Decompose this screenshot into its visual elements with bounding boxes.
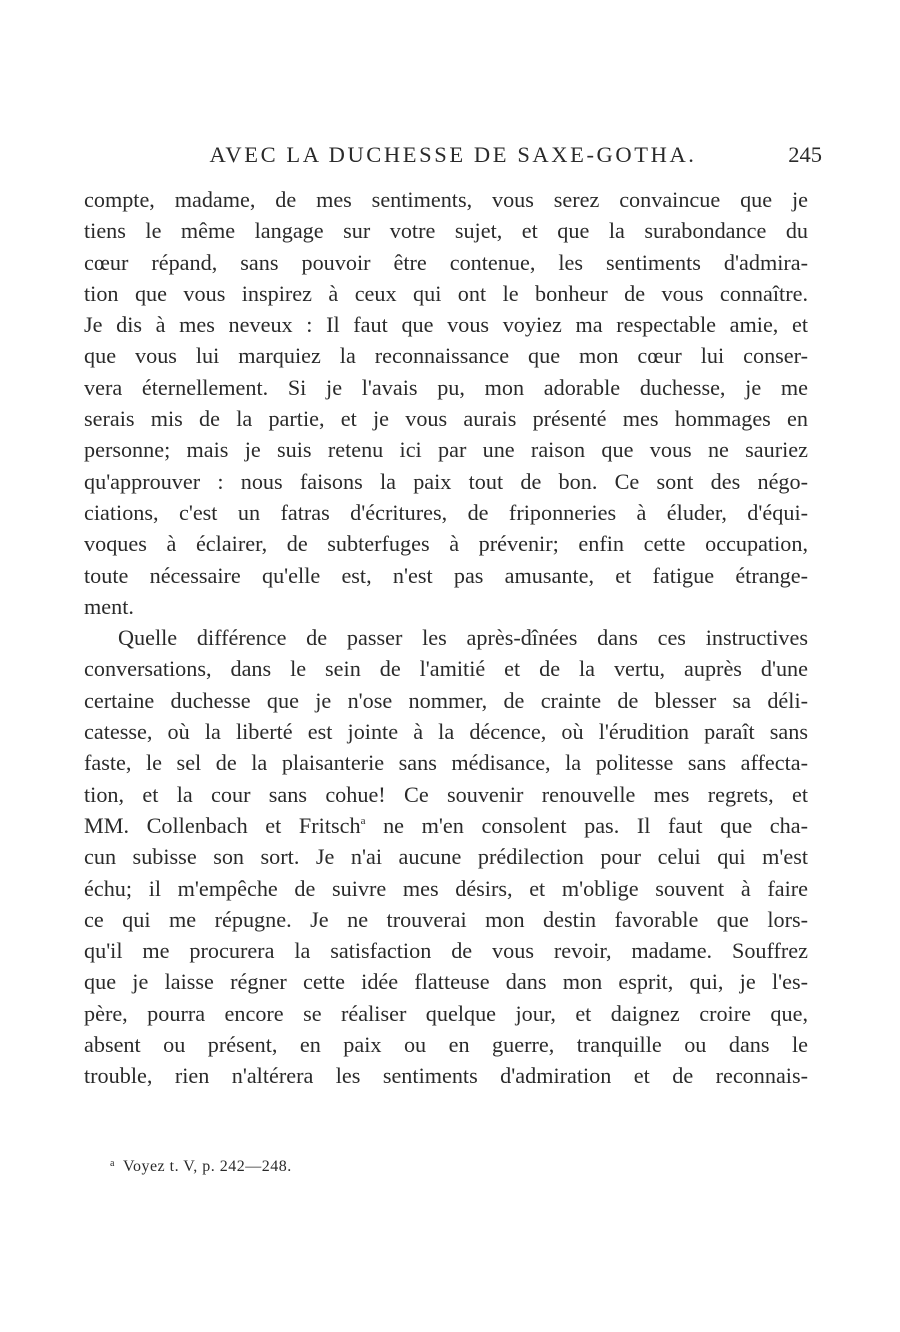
footnote-text: Voyez t. V, p. 242—248.	[122, 1158, 292, 1175]
running-head	[84, 138, 822, 172]
paragraph-1	[84, 184, 808, 622]
text-line: catesse, où la liberté est jointe à la décence, où l'érudition paraît sans	[84, 719, 808, 745]
text-line: ce qui me répugne. Je ne trouverai mon destin favorable que lors-	[84, 906, 808, 932]
text-line: trouble, rien n'altérera les sentiments d'admiration et de reconnais-	[84, 1063, 808, 1089]
text-line: que je laisse régner cette idée flatteuse dans mon esprit, qui, je l'es-	[84, 969, 808, 995]
page-number: 245	[788, 142, 822, 167]
text-line: vera éternellement. Si je l'avais pu, mon adorable duchesse, je me	[84, 374, 808, 400]
footnote-marker: a	[110, 1158, 115, 1169]
text-line: ment.	[84, 593, 134, 619]
text-line: ciations, c'est un fatras d'écritures, de friponneries à éluder, d'équi-	[84, 499, 808, 525]
text-line: personne; mais je suis retenu ici par une raison que vous ne sauriez	[84, 437, 808, 463]
text-line: absent ou présent, en paix ou en guerre, tranquille ou dans le	[84, 1032, 808, 1058]
text-line: certaine duchesse que je n'ose nommer, de crainte de blesser sa déli-	[84, 687, 808, 713]
text-line: conversations, dans le sein de l'amitié et de la vertu, auprès d'une	[84, 656, 808, 682]
line-segment: MM. Collenbach et Fritsch	[84, 812, 361, 838]
line-segment: ne m'en consolent pas. Il faut que cha-	[365, 812, 808, 838]
footnote-reference: a	[360, 814, 366, 827]
text-line: toute nécessaire qu'elle est, n'est pas amusante, et fatigue étrange-	[84, 562, 808, 588]
text-line: échu; il m'empêche de suivre mes désirs, et m'oblige souvent à faire	[84, 875, 808, 901]
text-line: que vous lui marquiez la reconnaissance que mon cœur lui conser-	[84, 343, 808, 369]
text-line: tion, et la cour sans cohue! Ce souvenir renouvelle mes regrets, et	[84, 781, 808, 807]
text-line: cœur répand, sans pouvoir être contenue, les sentiments d'admira-	[84, 249, 808, 275]
body-text	[84, 184, 808, 1092]
text-line: père, pourra encore se réaliser quelque jour, et daignez croire que,	[84, 1000, 808, 1026]
text-line: voques à éclairer, de subterfuges à prévenir; enfin cette occupation,	[84, 531, 808, 557]
text-line: Quelle différence de passer les après-dînées dans ces instructives	[118, 625, 808, 651]
text-line: serais mis de la partie, et je vous aurais présenté mes hommages en	[84, 406, 808, 432]
footnote	[110, 1152, 292, 1182]
text-line: qu'il me procurera la satisfaction de vous revoir, madame. Souffrez	[84, 938, 808, 964]
text-line: tiens le même langage sur votre sujet, et que la surabondance du	[84, 218, 808, 244]
text-line: cun subisse son sort. Je n'ai aucune prédilection pour celui qui m'est	[84, 844, 808, 870]
text-line: qu'approuver : nous faisons la paix tout de bon. Ce sont des négo-	[84, 468, 808, 494]
text-line: compte, madame, de mes sentiments, vous serez convaincue que je	[84, 187, 808, 212]
paragraph-2	[84, 622, 808, 1091]
text-line: Je dis à mes neveux : Il faut que vous voyiez ma respectable amie, et	[84, 312, 808, 338]
text-line: faste, le sel de la plaisanterie sans médisance, la politesse sans affecta-	[84, 750, 808, 776]
text-line: tion que vous inspirez à ceux qui ont le bonheur de vous connaître.	[84, 280, 808, 306]
text-line-with-footnote-marker	[84, 810, 808, 841]
running-title: AVEC LA DUCHESSE DE SAXE-GOTHA.	[209, 142, 697, 167]
